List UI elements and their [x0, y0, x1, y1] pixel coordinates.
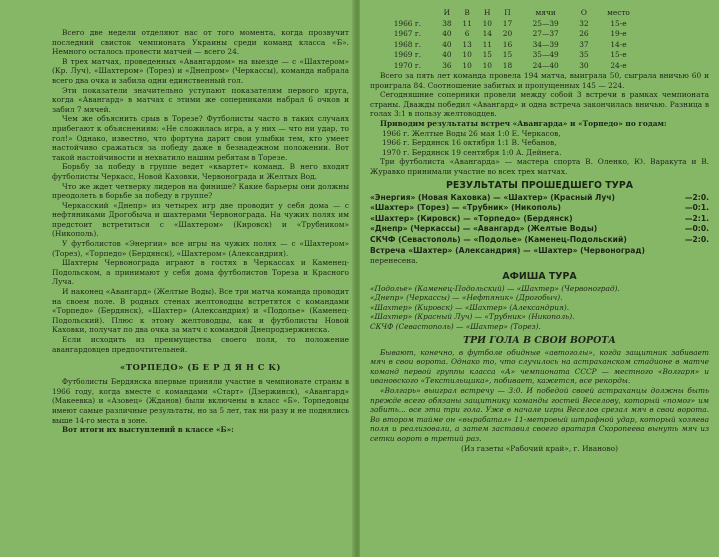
- results-list: [370, 193, 709, 266]
- table-header-cell: место: [607, 8, 630, 17]
- history-line: 1970 г. Бердянск 19 сентября 1:0 А. Дейнега.: [382, 147, 562, 157]
- table-cell: 32: [579, 18, 589, 28]
- table-cell: 1969 г.: [393, 50, 422, 59]
- table-cell: 38: [442, 18, 452, 28]
- table-cell: 10: [462, 60, 472, 70]
- paragraph: У футболистов «Энергии» все игры на чужих полях — с «Шахтером» (Торез), «Торпедо» (Бердянск), «Шахтером» (Александрия).: [52, 239, 349, 258]
- result-row: [370, 203, 709, 214]
- table-cell: 24-е: [610, 60, 627, 70]
- table-cell: 10: [462, 50, 472, 59]
- history-line: 1966 г. Желтые Воды 26 мая 1:0 Е. Черкасов,: [382, 128, 561, 138]
- table-cell: 1970 г.: [393, 60, 422, 70]
- table-header-row: [378, 8, 643, 19]
- table-cell: 26: [579, 29, 589, 38]
- table-header-cell: В: [464, 8, 470, 17]
- history-intro: Приводим результаты встреч «Авангарда» и «Торпедо» по годам:: [380, 118, 667, 128]
- table-cell: 18: [502, 60, 513, 70]
- table-cell: 25—39: [532, 18, 559, 28]
- table-cell: 36: [442, 60, 452, 70]
- table-cell: 35—49: [532, 50, 559, 59]
- table-cell: 40: [442, 29, 452, 38]
- players-note: Три футболиста «Авангарда» — мастера спорта В. Оленко, Ю. Варакута и В. Журавко принимали участие во всех трех матчах.: [370, 157, 709, 176]
- result-row: [370, 214, 709, 225]
- table-cell: 14: [482, 29, 492, 38]
- table-header-cell: И: [443, 8, 451, 17]
- stats-summary: Всего за пять лет команда провела 194 матча, выиграла 50, сыграла вничью 60 и проиграла 84. Соотношение забитых и пропущенных 145 — 224.: [370, 71, 709, 90]
- torpedo-text: [52, 377, 349, 435]
- table-cell: 11: [462, 18, 472, 28]
- table-cell: 14-е: [610, 39, 627, 49]
- table-row: [378, 19, 643, 30]
- table-cell: 17: [502, 18, 513, 28]
- table-cell: 13: [462, 39, 472, 49]
- paragraph: Чем же объяснить срыв в Торезе? Футболисты часто в таких случаях прибегают к объяснениям: «Не сложилась игра, а у них — что ни удар, то гол!» Однако, известно, что фортуна дарит свои улыбки тем, кто умеет настойчиво сражаться за победу даже в безнадежном положении. Вот такой настойчивости и нехватило нашим ребятам в Торезе.: [52, 114, 349, 162]
- table-row: [378, 50, 643, 61]
- table-cell: 6: [464, 29, 470, 38]
- table-cell: 1967 г.: [393, 29, 422, 38]
- table-header-cell: О: [580, 8, 587, 17]
- afisha-line: «Днепр» (Черкассы) — «Нефтяник» (Дрогобыч).: [370, 293, 563, 303]
- table-cell: 1968 г.: [393, 39, 422, 49]
- result-score: —2:1.: [684, 213, 709, 223]
- table-cell: 10: [482, 60, 492, 70]
- table-cell: 15-е: [610, 18, 627, 28]
- table-cell: 40: [442, 39, 452, 49]
- result-score: —2:0.: [684, 192, 709, 202]
- table-cell: 30: [579, 60, 589, 70]
- table-header-cell: [378, 8, 437, 19]
- results-postponed: перенесена.: [370, 256, 418, 266]
- table-cell: 24—40: [532, 60, 559, 70]
- table-cell: 1966 г.: [393, 18, 422, 28]
- table-cell: 27—37: [532, 29, 559, 38]
- paragraph: И наконец «Авангард» (Желтые Воды). Все три матча команда проводит на своем поле. В родных стенах желтоводцы встретятся с командами «Торпедо» (Бердянск), «Шахтер» (Александрия) и «Подолье» (Каменец-Подольский). Плюс к этому желтоводцы, как и футболисты Новой Каховки, получат по два очка за матч с командой Днепродзержинска.: [52, 287, 349, 335]
- results-heading: РЕЗУЛЬТАТЫ ПРОШЕДШЕГО ТУРА: [445, 179, 634, 191]
- left-intro-text: [52, 28, 349, 354]
- table-row: [378, 40, 643, 51]
- table-row: [378, 61, 643, 72]
- table-cell: 15: [502, 50, 513, 59]
- table-cell: 16: [502, 39, 513, 49]
- table-cell: 11: [482, 39, 492, 49]
- result-score: [673, 246, 709, 257]
- table-cell: 20: [502, 29, 513, 38]
- torpedo-stats-table: [378, 8, 643, 71]
- table-cell: 15-е: [610, 50, 627, 59]
- table-cell: 15: [482, 50, 492, 59]
- article-text: [370, 348, 709, 444]
- paragraph: Если исходить из преимущества своего поля, то положение авангардовцев предпочтительней.: [52, 335, 349, 354]
- article-source: (Из газеты «Рабочий край», г. Иваново): [461, 443, 618, 453]
- afisha-line: СКЧФ (Севастополь) — «Шахтер» (Торез).: [370, 322, 541, 332]
- result-score: —2:0.: [684, 234, 709, 244]
- head-to-head-summary: Сегодняшние соперники провели между собой 3 встречи в рамках чемпионата страны. Дважды победил «Авангард» и одна встреча закончилась вничью. Разница в голах 3:1 в пользу желтоводцев.: [370, 90, 709, 119]
- result-match: «Днепр» (Черкассы) — «Авангард» (Желтые Воды): [370, 224, 598, 234]
- torpedo-heading: «ТОРПЕДО» (Б Е Р Д Я Н С К): [120, 362, 281, 373]
- paragraph: Вот итоги их выступлений в классе «Б»:: [62, 425, 234, 435]
- result-score: —0:1.: [684, 203, 709, 213]
- result-match: СКЧФ (Севастополь) — «Подолье» (Каменец-Подольский): [370, 234, 627, 244]
- result-match: Встреча «Шахтер» (Александрия) — «Шахтер» (Червоноград): [370, 245, 645, 255]
- table-cell: 40: [442, 50, 452, 59]
- paragraph: Футболисты Бердянска впервые приняли участие в чемпионате страны в 1966 году, когда вместе с командами «Старт» (Дзержинск), «Авангард» (Макеевка) и «Азовец» (Жданов) были включены в класс «Б». Торпедовцы имеют самые различные результаты, но за 5 лет, так ни разу и не поднялись выше 14-го места в зоне.: [52, 377, 349, 425]
- afisha-line: «Шахтер» (Кировск) — «Шахтер» (Александрия).: [370, 302, 570, 312]
- table-header-cell: мячи: [535, 8, 556, 17]
- afisha-heading: АФИША ТУРА: [502, 270, 577, 282]
- table-cell: 34—39: [532, 39, 559, 49]
- table-cell: 19-е: [610, 29, 627, 38]
- table-cell: 10: [482, 18, 492, 28]
- result-row: [370, 235, 709, 246]
- right-page: [360, 0, 719, 557]
- history-line: 1966 г. Бердянск 16 октября 1:1 В. Чебанов,: [382, 138, 557, 148]
- history-list: [370, 129, 709, 158]
- paragraph: «Волгарь» выиграл встречу — 3:0. И победой своей астраханцы должны быть прежде всего обязаны защитнику команды гостей Веселову, который «помог» им забить... все эти три гола. Уже в начале игры Веселов срезал мяч в свои ворота. Во втором тайме он «вырабатал» 11-метровый штрафной удар, который хозяева поля и реализовали, а затем заставил своего вратаря Скоропеева вынуть мяч из сетки ворот в третий раз.: [370, 386, 709, 443]
- article-heading: ТРИ ГОЛА В СВОИ ВОРОТА: [463, 334, 616, 346]
- table-header-cell: П: [504, 8, 511, 17]
- paragraph: Бывают, конечно, в футболе обидные «автоголы», когда защитник забивает мяч в свои ворота. Однако то, что случилось на астраханском стадионе в матче команд первой группы класса «А» чемпионата СССР — местного «Волгаря» и ивановского «Текстильщика», побивает, кажется, все рекорды.: [370, 347, 709, 386]
- result-score: —0:0.: [684, 224, 709, 234]
- result-row: [370, 224, 709, 235]
- table-cell: 35: [579, 50, 589, 59]
- paragraph: Эти показатели значительно уступают показателям первого круга, когда «Авангард» в матчах с этими же соперниками набрал 6 очков и забил 7 мячей.: [52, 85, 349, 114]
- result-match: «Энергия» (Новая Каховка) — «Шахтер» (Красный Луч): [370, 192, 616, 202]
- table-row: [378, 29, 643, 40]
- paragraph: В трех матчах, проведенных «Авангардом» на выезде — с «Шахтером» (Кр. Луч), «Шахтером» (Торез) и «Днепром» (Черкассы), команда набрала всего два очка и забила одни единственный гол.: [52, 56, 349, 85]
- paragraph: Всего две недели отделяют нас от того момента, когда прозвучит последний свисток чемпионата Украины среди команд класса «Б». Немного осталось провести матчей — всего 24.: [52, 28, 349, 57]
- paragraph: Черкасский «Днепр» из четырех игр две проводит у себя дома — с нефтяниками Дрогобыча и шахтерами Червонограда. На чужих полях им предстоит встретиться с «Шахтером» (Кировск) и «Трубником» (Никополь).: [52, 200, 349, 239]
- left-page: [0, 0, 355, 557]
- afisha-list: [370, 284, 709, 332]
- paragraph: Шахтеры Червонограда играют в гостях в Черкассах и Каменец-Подольском, а принимают у себя дома футболистов Тореза и Красного Луча.: [52, 258, 349, 287]
- table-cell: 37: [579, 39, 589, 49]
- paragraph: Борьбу за победу в группе ведет «квартет» команд. В него входят футболисты Черкасс, Новой Каховки, Червонограда и Желтых Вод.: [52, 162, 349, 181]
- table-header-cell: Н: [484, 8, 491, 17]
- result-row: [370, 193, 709, 204]
- afisha-line: «Подолье» (Каменец-Подольский) — «Шахтер» (Червоноград).: [370, 283, 620, 293]
- afisha-line: «Шахтер» (Красный Луч) — «Трубник» (Никополь).: [370, 312, 575, 322]
- result-match: «Шахтер» (Кировск) — «Торпедо» (Бердянск): [370, 213, 573, 223]
- result-row: [370, 246, 709, 257]
- paragraph: Что же ждет четверку лидеров на финише? Какие барьеры они должны преодолеть в борьбе за победу в группе?: [52, 181, 349, 201]
- result-match: «Шахтер» (Торез) — «Трубник» (Никополь): [370, 203, 561, 213]
